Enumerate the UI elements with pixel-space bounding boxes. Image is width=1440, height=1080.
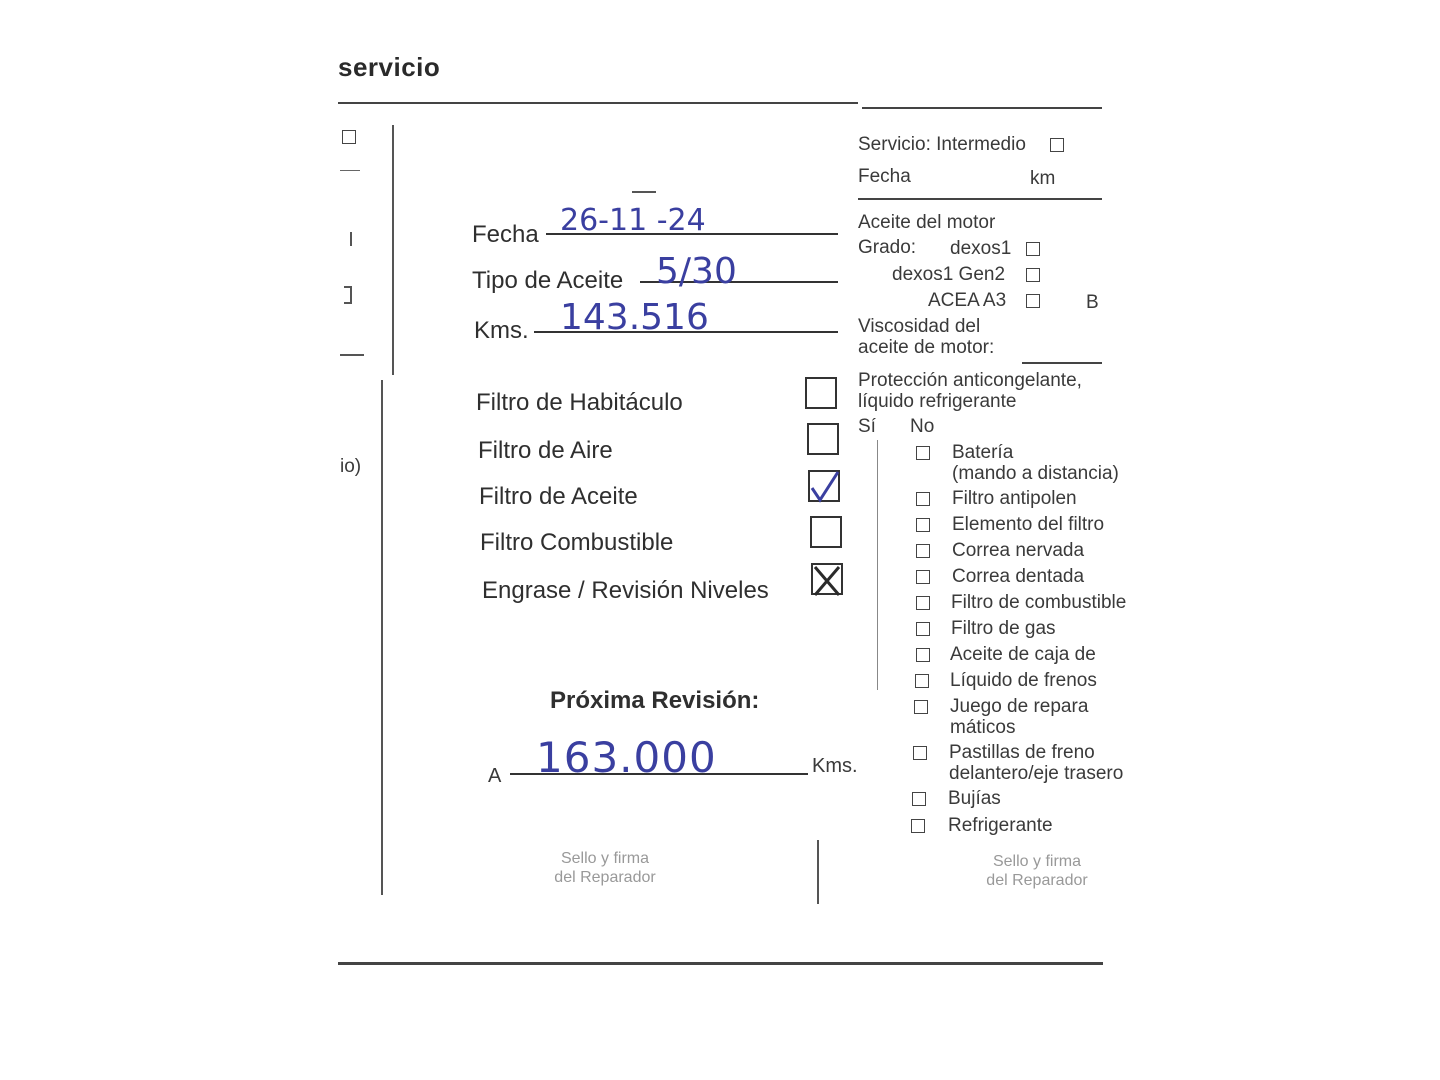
item-elemento: Elemento del filtro — [952, 514, 1105, 535]
card-mark — [632, 191, 656, 193]
aceite-motor-label: Aceite del motor — [858, 212, 996, 233]
viscosidad-line2: aceite de motor: — [858, 337, 995, 358]
top-rule — [338, 102, 858, 104]
no-checkbox-refrigerante[interactable] — [911, 819, 925, 833]
left-tick — [350, 232, 352, 246]
fecha-label-right: Fecha — [858, 166, 911, 187]
item-bujias: Bujías — [948, 788, 1001, 809]
no-checkbox-bujias[interactable] — [912, 792, 926, 806]
km-label-right: km — [1030, 168, 1056, 189]
item-pastillas-sub: delantero/eje trasero — [949, 763, 1124, 784]
left-divider-lower — [381, 380, 383, 895]
stamp-line1: Sello y firma — [560, 850, 650, 867]
no-checkbox-nervada[interactable] — [916, 544, 930, 558]
fecha-value: 26-11 -24 — [560, 203, 706, 238]
fecha-label: Fecha — [472, 221, 539, 248]
item-juego: Juego de repara — [950, 696, 1089, 717]
no-checkbox-antipolen[interactable] — [916, 492, 930, 506]
item-gas: Filtro de gas — [951, 618, 1056, 639]
left-rule — [340, 354, 364, 356]
dexos1-checkbox[interactable] — [1026, 242, 1040, 256]
kms-value: 143.516 — [560, 297, 709, 338]
dexos1gen2-checkbox[interactable] — [1026, 268, 1040, 282]
stamp-label — [540, 849, 670, 887]
card-right-divider — [817, 840, 819, 904]
proxima-a-label: A — [488, 765, 502, 787]
item-nervada: Correa nervada — [952, 540, 1085, 561]
bottom-rule — [338, 962, 1103, 965]
service-card — [400, 105, 860, 905]
proxima-value: 163.000 — [536, 733, 717, 782]
item-dentada: Correa dentada — [952, 566, 1085, 587]
proteccion-line1: Protección anticongelante, — [858, 370, 1082, 391]
item-frenos: Líquido de frenos — [950, 670, 1097, 691]
item-combustible: Filtro de combustible — [951, 592, 1127, 613]
right-stamp-line2: del Reparador — [986, 872, 1088, 889]
left-label-io: io) — [340, 456, 362, 477]
no-header: No — [910, 416, 935, 437]
acea-label: ACEA A3 — [928, 290, 1007, 311]
proteccion-line2: líquido refrigerante — [858, 391, 1017, 412]
check-label-engrase: Engrase / Revisión Niveles — [482, 577, 769, 604]
left-divider — [392, 125, 394, 375]
kms-label: Kms. — [474, 317, 529, 344]
aceite-label: Tipo de Aceite — [472, 267, 624, 294]
dexos1gen2-label: dexos1 Gen2 — [892, 264, 1006, 285]
cross-mark-icon — [811, 559, 845, 599]
check-label-combustible: Filtro Combustible — [480, 529, 674, 556]
checkbox-habitaculo[interactable] — [805, 377, 837, 409]
aceite-value: 5/30 — [656, 251, 737, 292]
item-bateria-sub: (mando a distancia) — [952, 463, 1119, 484]
si-header: Sí — [858, 416, 876, 437]
item-bateria: Batería — [952, 442, 1014, 463]
page-title: servicio — [338, 52, 441, 82]
left-bracket — [344, 286, 352, 304]
no-checkbox-elemento[interactable] — [916, 518, 930, 532]
no-checkbox-dentada[interactable] — [916, 570, 930, 584]
left-dash — [340, 170, 360, 171]
checkbox-engrase[interactable] — [811, 563, 843, 595]
servicio-label: Servicio: Intermedio — [858, 134, 1026, 155]
grado-label: Grado: — [858, 237, 917, 258]
left-strip — [338, 120, 378, 520]
check-label-aire: Filtro de Aire — [478, 437, 613, 464]
checkmark-icon — [808, 466, 842, 506]
check-label-aceite: Filtro de Aceite — [479, 483, 638, 510]
stamp-line2: del Reparador — [554, 869, 656, 886]
check-label-habitaculo: Filtro de Habitáculo — [476, 389, 683, 416]
viscosidad-line — [1022, 362, 1102, 364]
viscosidad-line1: Viscosidad del — [858, 316, 981, 337]
dexos1-label: dexos1 — [950, 238, 1012, 259]
fecha-line-right — [858, 198, 1102, 200]
no-checkbox-frenos[interactable] — [915, 674, 929, 688]
no-checkbox-bateria[interactable] — [916, 446, 930, 460]
b-label: B — [1086, 292, 1099, 313]
servicio-checkbox[interactable] — [1050, 138, 1064, 152]
checkbox-aire[interactable] — [807, 423, 839, 455]
left-checkbox — [342, 130, 356, 144]
right-stamp-line1: Sello y firma — [992, 853, 1082, 870]
no-checkbox-caja[interactable] — [916, 648, 930, 662]
no-checkbox-pastillas[interactable] — [913, 746, 927, 760]
item-antipolen: Filtro antipolen — [952, 488, 1077, 509]
no-checkbox-gas[interactable] — [916, 622, 930, 636]
no-checkbox-juego[interactable] — [914, 700, 928, 714]
no-checkbox-combustible[interactable] — [916, 596, 930, 610]
right-form — [858, 130, 1127, 910]
proxima-title: Próxima Revisión: — [550, 687, 760, 714]
acea-checkbox[interactable] — [1026, 294, 1040, 308]
item-pastillas: Pastillas de freno — [949, 742, 1095, 763]
checkbox-aceite[interactable] — [808, 470, 840, 502]
item-refrigerante: Refrigerante — [948, 815, 1053, 836]
checkbox-combustible[interactable] — [810, 516, 842, 548]
proxima-kms-suffix: Kms. — [812, 755, 858, 777]
top-rule-right — [862, 107, 1102, 109]
right-stamp-label — [972, 852, 1102, 890]
item-juego-sub: máticos — [950, 717, 1016, 738]
item-caja: Aceite de caja de — [950, 644, 1096, 665]
